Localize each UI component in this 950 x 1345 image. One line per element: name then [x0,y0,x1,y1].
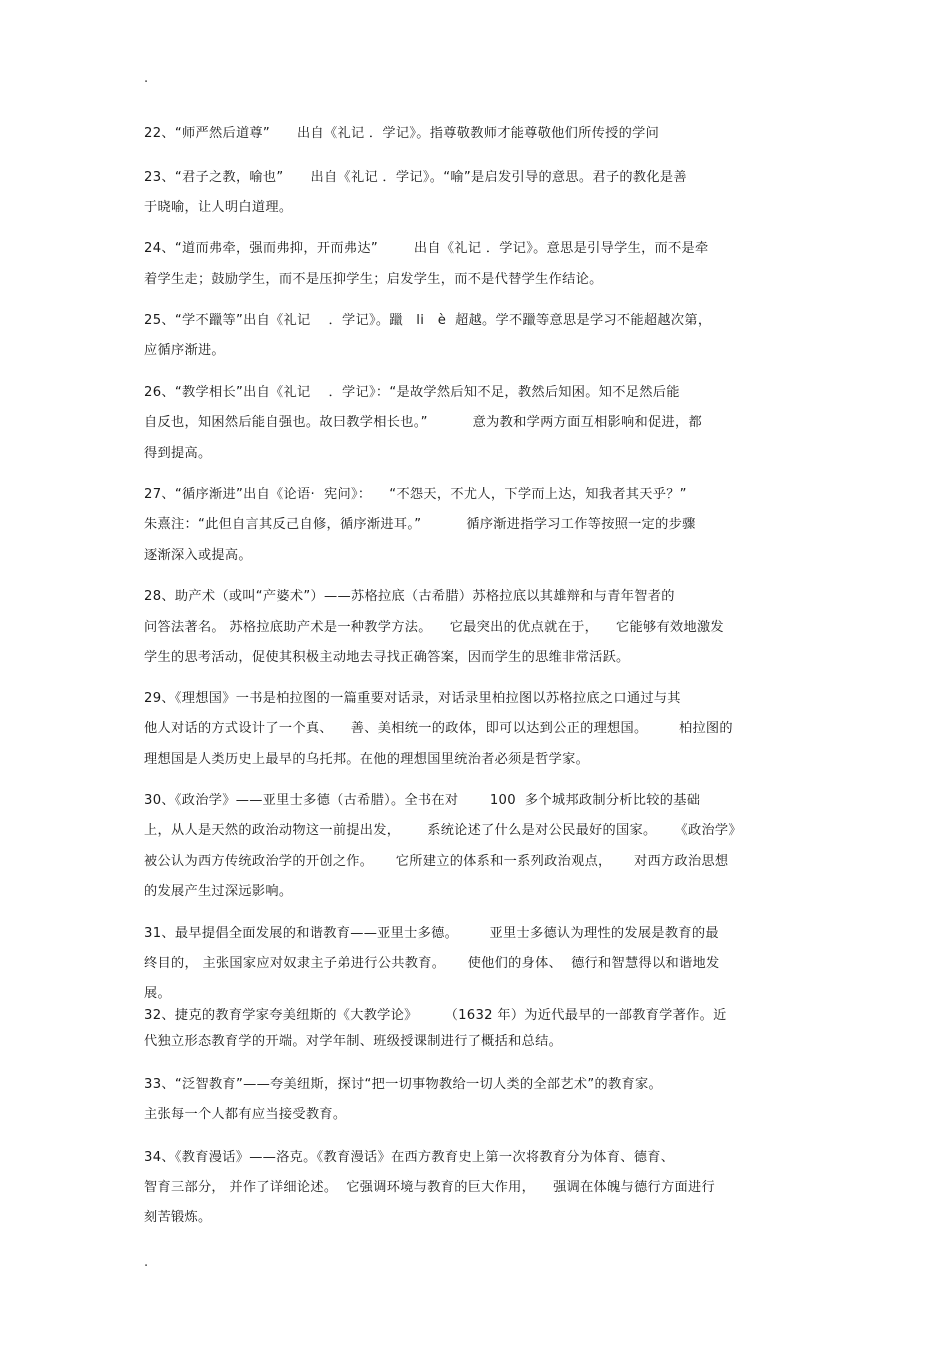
item-32-line-1: 32、捷克的教育学家夸美纽斯的《大教学论》 （1632 年）为近代最早的一部教育学著作。近 [144,1008,727,1023]
item-26-line-1: 26、“教学相长”出自《礼记 ．学记》：“是故学然后知不足，教然后知困。知不足然后能 [144,385,680,400]
item-32-line-2: 代独立形态教育学的开端。对学年制、班级授课制进行了概括和总结。 [144,1034,563,1049]
item-33-line-1: 33、“泛智教育”——夸美纽斯，探讨“把一切事物教给一切人类的全部艺术”的教育家。 [144,1077,662,1092]
item-28-line-1: 28、助产术（或叫“产婆术”）——苏格拉底（古希腊）苏格拉底以其雄辩和与青年智者的 [144,589,675,604]
page-bottom-marker: . [144,1255,149,1270]
item-29-line-3: 理想国是人类历史上最早的乌托邦。在他的理想国里统治者必须是哲学家。 [144,752,590,767]
item-28-line-2: 问答法著名。 苏格拉底助产术是一种教学方法。 它最突出的优点就在于， 它能够有效地激发 [144,620,724,635]
item-29-line-2: 他人对话的方式设计了一个真、 善、美相统一的政体，即可以达到公正的理想国。 柏拉图的 [144,721,733,736]
item-30-line-3: 被公认为西方传统政治学的开创之作。 它所建立的体系和一系列政治观点， 对西方政治思想 [144,854,729,869]
item-31-line-1: 31、最早提倡全面发展的和谐教育——亚里士多德。 亚里士多德认为理性的发展是教育的最 [144,926,719,941]
item-27-line-2: 朱熹注：“此但自言其反己自修，循序渐进耳。” 循序渐进指学习工作等按照一定的步骤 [144,517,696,532]
item-23-line-2: 于晓喻，让人明白道理。 [144,200,293,215]
item-22-line-1: 22、“师严然后道尊” 出自《礼记 ．学记》。指尊敬教师才能尊敬他们所传授的学问 [144,126,660,141]
item-26-line-3: 得到提高。 [144,446,212,461]
item-30-line-4: 的发展产生过深远影响。 [144,884,293,899]
item-28-line-3: 学生的思考活动，促使其积极主动地去寻找正确答案，因而学生的思维非常活跃。 [144,650,630,665]
item-30-line-1: 30、《政治学》——亚里士多德（古希腊）。全书在对 100 多个城邦政制分析比较的基础 [144,793,701,808]
item-34-line-3: 刻苦锻炼。 [144,1210,212,1225]
item-34-line-1: 34、《教育漫话》——洛克。《教育漫话》在西方教育史上第一次将教育分为体育、德育、 [144,1150,675,1165]
item-34-line-2: 智育三部分， 并作了详细论述。 它强调环境与教育的巨大作用， 强调在体魄与德行方面进行 [144,1180,715,1195]
item-25-line-2: 应循序渐进。 [144,343,225,358]
item-31-line-2: 终目的， 主张国家应对奴隶主子弟进行公共教育。 使他们的身体、 德行和智慧得以和谐地发 [144,956,720,971]
page-top-marker: . [144,71,149,86]
item-27-line-3: 逐渐深入或提高。 [144,548,252,563]
item-31-line-3: 展。 [144,986,171,1001]
item-29-line-1: 29、《理想国》一书是柏拉图的一篇重要对话录，对话录里柏拉图以苏格拉底之口通过与其 [144,691,681,706]
item-24-line-1: 24、“道而弗牵，强而弗抑，开而弗达” 出自《礼记 ．学记》。意思是引导学生，而不是牵 [144,241,709,256]
item-33-line-2: 主张每一个人都有应当接受教育。 [144,1107,347,1122]
item-26-line-2: 自反也，知困然后能自强也。故曰教学相长也。” 意为教和学两方面互相影响和促进，都 [144,415,702,430]
item-27-line-1: 27、“循序渐进”出自《论语· 宪问》： “不怨天，不尤人，下学而上达，知我者其天乎？” [144,487,687,502]
item-23-line-1: 23、“君子之教，喻也” 出自《礼记 ．学记》。“喻”是启发引导的意思。君子的教化是善 [144,170,687,185]
item-24-line-2: 着学生走；鼓励学生，而不是压抑学生；启发学生，而不是代替学生作结论。 [144,272,603,287]
item-25-line-1: 25、“学不躐等”出自《礼记 ．学记》。躐 li è 超越。学不躐等意思是学习不能超越次第， [144,313,712,328]
item-30-line-2: 上，从人是天然的政治动物这一前提出发， 系统论述了什么是对公民最好的国家。 《政治学》 [144,823,742,838]
